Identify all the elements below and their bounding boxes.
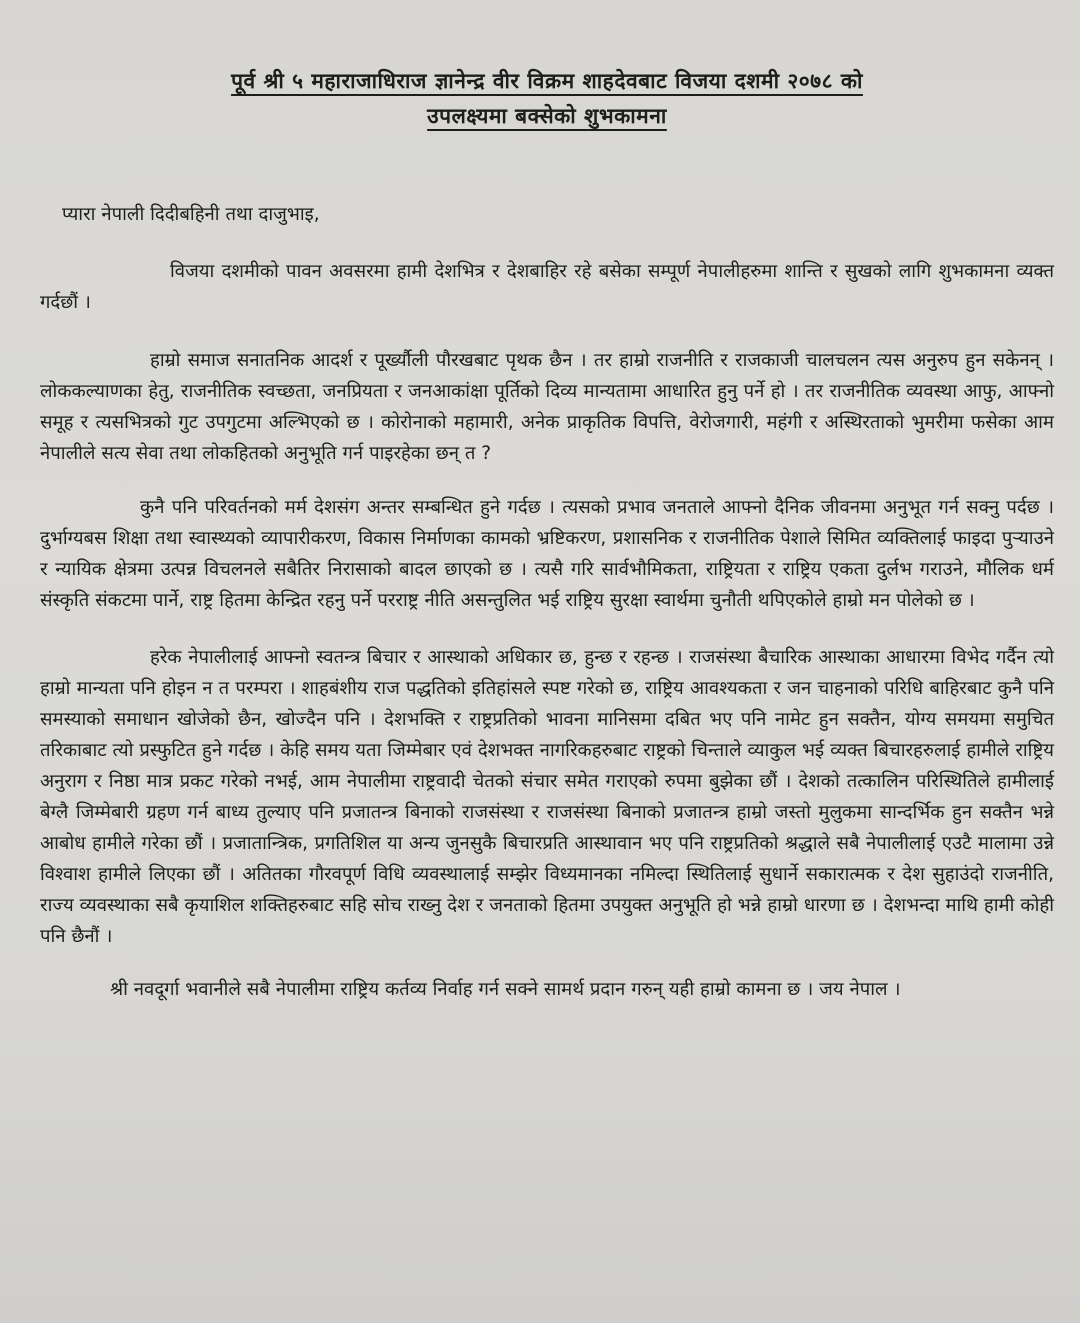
salutation: प्यारा नेपाली दिदीबहिनी तथा दाजुभाइ,	[62, 204, 320, 225]
title-line-2: उपलक्ष्यमा बक्सेको शुभकामना	[427, 104, 667, 128]
paragraph-greeting: विजया दशमीको पावन अवसरमा हामी देशभित्र र देशबाहिर रहे बसेका सम्पूर्ण नेपालीहरुमा शान्ति र सुखको लागि शुभकामना व्यक्त गर्दछौं ।	[40, 261, 1054, 313]
paragraph-society: हाम्रो समाज सनातनिक आदर्श र पूर्ख्यौली पौरखबाट पृथक छैन । तर हाम्रो राजनीति र राजकाजी चालचलन त्यस अनुरुप हुन सकेनन् । लोककल्याणका हेतु, राजनीतिक स्वच्छता, जनप्रियता र जनआकांक्षा पूर्तिको दिव्य मान्यतामा आधारित हुनु पर्ने हो । तर राजनीतिक व्यवस्था आफु, आफ्नो समूह र त्यसभित्रको गुट उपगुटमा अल्भिएको छ । कोरोनाको महामारी, अनेक प्राकृतिक विपत्ति, वेरोजगारी, महंगी र अस्थिरताको भुमरीमा फसेका आम नेपालीले सत्य सेवा तथा लोकहितको अनुभूति गर्न पाइरहेका छन् त ?	[40, 350, 1054, 464]
paragraph-change: कुनै पनि परिवर्तनको मर्म देशसंग अन्तर सम्बन्धित हुने गर्दछ । त्यसको प्रभाव जनताले आफ्नो दैनिक जीवनमा अनुभूत गर्न सक्नु पर्दछ । दुर्भाग्यबस शिक्षा तथा स्वास्थ्यको व्यापारीकरण, विकास निर्माणका कामको भ्रष्टिकरण, प्रशासनिक र राजनीतिक पेशाले सिमित व्यक्तिलाई फाइदा पुऱ्याउने र न्यायिक क्षेत्रमा उत्पन्न विचलनले सबैतिर निरासाको बादल छाएको छ । त्यसै गरि सार्वभौमिकता, राष्ट्रियता र राष्ट्रिय एकता दुर्लभ गराउने, मौलिक धर्म संस्कृति संकटमा पार्ने, राष्ट्र हितमा केन्द्रित रहनु पर्ने परराष्ट्र नीति असन्तुलित भई राष्ट्रिय सुरक्षा स्वार्थमा चुनौती थपिएकोले हाम्रो मन पोलेको छ ।	[40, 497, 1054, 611]
paragraph-monarchy: हरेक नेपालीलाई आफ्नो स्वतन्त्र बिचार र आस्थाको अधिकार छ, हुन्छ र रहन्छ । राजसंस्था बैचारिक आस्थाका आधारमा विभेद गर्दैन त्यो हाम्रो मान्यता पनि होइन न त परम्परा । शाहबंशीय राज पद्धतिको इतिहांसले स्पष्ट गरेको छ, राष्ट्रिय आवश्यकता र जन चाहनाको परिधि बाहिरबाट कुनै पनि समस्याको समाधान खोजेको छैन, खोज्दैन पनि । देशभक्ति र राष्ट्रप्रतिको भावना मानिसमा दबित भए पनि नामेट हुन सक्तैन, योग्य समयमा समुचित तरिकाबाट त्यो प्रस्फुटित हुने गर्दछ । केहि समय यता जिम्मेबार एवं देशभक्त नागरिकहरुबाट राष्ट्रको चिन्ताले व्याकुल भई व्यक्त बिचारहरुलाई हामीले राष्ट्रिय अनुराग र निष्ठा मात्र प्रकट गरेको नभई, आम नेपालीमा राष्ट्रवादी चेतको संचार समेत गराएको रुपमा बुझेका छौं । देशको तत्कालिन परिस्थितिले हामीलाई बेग्लै जिम्मेबारी ग्रहण गर्न बाध्य तुल्याए पनि प्रजातन्त्र बिनाको राजसंस्था र राजसंस्था बिनाको प्रजातन्त्र हाम्रो जस्तो मुलुकमा सान्दर्भिक हुन सक्तैन भन्ने आबोध हामीले गरेका छौं । प्रजातान्त्रिक, प्रगतिशिल या अन्य जुनसुकै बिचारप्रति आस्थावान भए पनि राष्ट्रप्रतिको श्रद्धाले सबै नेपालीलाई एउटै मालामा उन्ने विश्वाश हामीले लिएका छौं । अतितका गौरवपूर्ण विधि व्यवस्थालाई सम्झेर विध्यमानका नमिल्दा स्थितिलाई सुधार्ने सकारात्मक र देश सुहाउंदो राजनीति, राज्य व्यवस्थाका सबै कृयाशिल शक्तिहरुबाट सहि सोच राख्नु देश र जनताको हितमा उपयुक्त अनुभूति हो भन्ने हाम्रो धारणा छ । देशभन्दा माथि हामी कोही पनि छैनौं ।	[40, 647, 1054, 947]
letter-title	[40, 64, 1054, 134]
title-line-1: पूर्व श्री ५ महाराजाधिराज ज्ञानेन्द्र वीर विक्रम शाहदेवबाट विजया दशमी २०७८ को	[231, 69, 863, 93]
paragraph-closing: श्री नवदूर्गा भवानीले सबै नेपालीमा राष्ट्रिय कर्तव्य निर्वाह गर्न सक्ने सामर्थ प्रदान गरुन् यही हाम्रो कामना छ । जय नेपाल ।	[110, 979, 901, 1000]
